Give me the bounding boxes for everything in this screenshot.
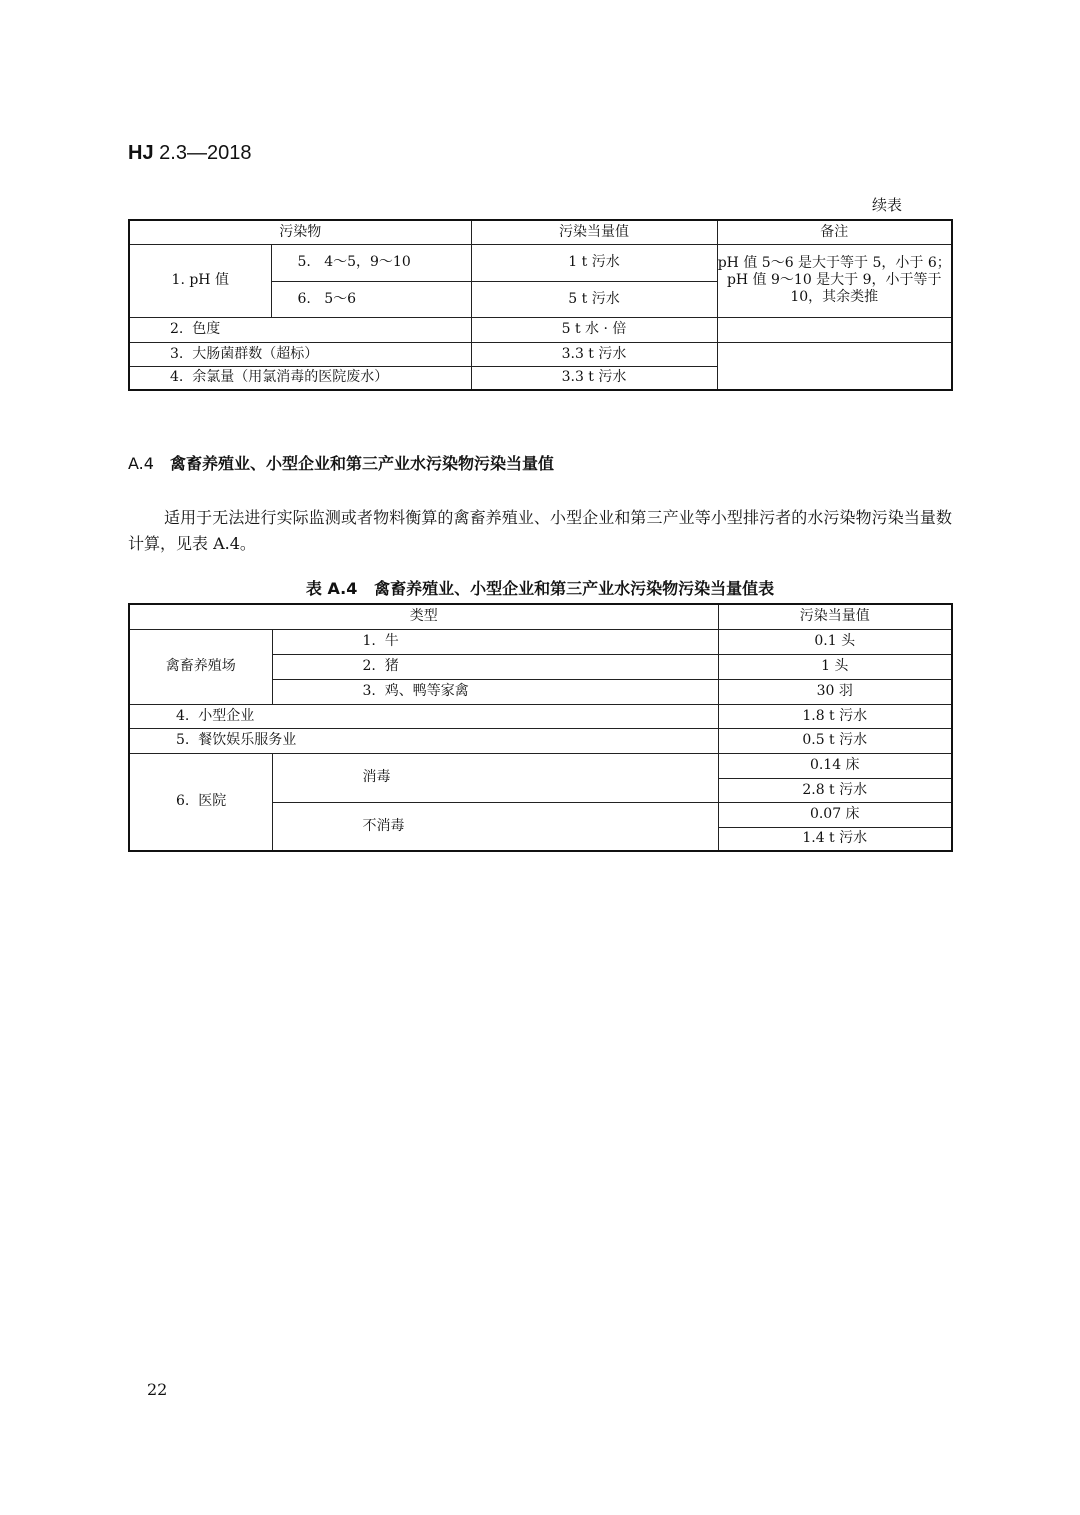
table-row [129, 317, 952, 342]
hospital-disinfect-label: 消毒 [272, 753, 718, 802]
pollutant-name: 2. 色度 [129, 317, 471, 342]
livestock-item: 3. 鸡、鸭等家禽 [272, 679, 718, 704]
header-type: 类型 [129, 604, 718, 629]
ph-value: 5 t 污水 [471, 281, 717, 317]
small-enterprise-name: 4. 小型企业 [129, 704, 718, 728]
livestock-label: 禽畜养殖场 [129, 629, 272, 704]
header-remark: 备注 [717, 220, 952, 244]
table-row [129, 629, 952, 654]
standard-code-suffix: 2.3—2018 [159, 142, 252, 164]
ph-range: 5. 4～5，9～10 [271, 244, 471, 281]
ph-label: 1. pH 值 [129, 244, 271, 317]
table-row [129, 753, 952, 778]
continued-table [128, 219, 953, 391]
livestock-value: 0.1 头 [718, 629, 952, 654]
hospital-value: 0.07 床 [718, 802, 952, 827]
ph-value: 1 t 污水 [471, 244, 717, 281]
empty-remark [717, 317, 952, 342]
ph-remark-line: pH 值 5～6 是大于等于 5，小于 6； [717, 255, 951, 272]
pollutant-value: 5 t 水 · 倍 [471, 317, 717, 342]
table-row [129, 704, 952, 728]
table-row [129, 244, 952, 281]
catering-value: 0.5 t 污水 [718, 728, 952, 753]
catering-name: 5. 餐饮娱乐服务业 [129, 728, 718, 753]
continued-label: 续表 [871, 196, 902, 214]
hospital-no-disinfect-label: 不消毒 [272, 802, 718, 851]
pollutant-value: 3.3 t 污水 [471, 366, 717, 390]
table-header-row [129, 220, 952, 244]
ph-range: 6. 5～6 [271, 281, 471, 317]
table-row [129, 342, 952, 366]
livestock-item: 1. 牛 [272, 629, 718, 654]
table-row [129, 728, 952, 753]
ph-remark-line: 10，其余类推 [790, 288, 879, 305]
table-a4 [128, 603, 953, 852]
pollutant-name: 3. 大肠菌群数（超标） [129, 342, 471, 366]
livestock-item: 2. 猪 [272, 654, 718, 679]
section-title: 禽畜养殖业、小型企业和第三产业水污染物污染当量值 [169, 454, 554, 473]
standard-code-prefix: HJ [128, 142, 154, 164]
small-enterprise-value: 1.8 t 污水 [718, 704, 952, 728]
standard-code [128, 142, 251, 165]
hospital-value: 2.8 t 污水 [718, 778, 952, 802]
livestock-value: 30 羽 [718, 679, 952, 704]
hospital-value: 1.4 t 污水 [718, 827, 952, 851]
empty-remark [717, 342, 952, 390]
header-equivalent: 污染当量值 [718, 604, 952, 629]
table-caption: 表 A.4 禽畜养殖业、小型企业和第三产业水污染物污染当量值表 [305, 579, 775, 598]
header-equivalent: 污染当量值 [471, 220, 717, 244]
ph-remark [717, 244, 952, 317]
section-number: A.4 [128, 454, 154, 473]
livestock-value: 1 头 [718, 654, 952, 679]
hospital-label: 6. 医院 [129, 753, 272, 851]
section-paragraph: 适用于无法进行实际监测或者物料衡算的禽畜养殖业、小型企业和第三产业等小型排污者的水污染物污染当量数计算，见表 A.4。 [128, 508, 952, 553]
section-heading [128, 451, 554, 474]
header-pollutant: 污染物 [129, 220, 471, 244]
pollutant-value: 3.3 t 污水 [471, 342, 717, 366]
table-header-row [129, 604, 952, 629]
page-number: 22 [147, 1380, 168, 1399]
pollutant-name: 4. 余氯量（用氯消毒的医院废水） [129, 366, 471, 390]
hospital-value: 0.14 床 [718, 753, 952, 778]
ph-remark-line: pH 值 9～10 是大于 9，小于等于 [726, 272, 942, 289]
